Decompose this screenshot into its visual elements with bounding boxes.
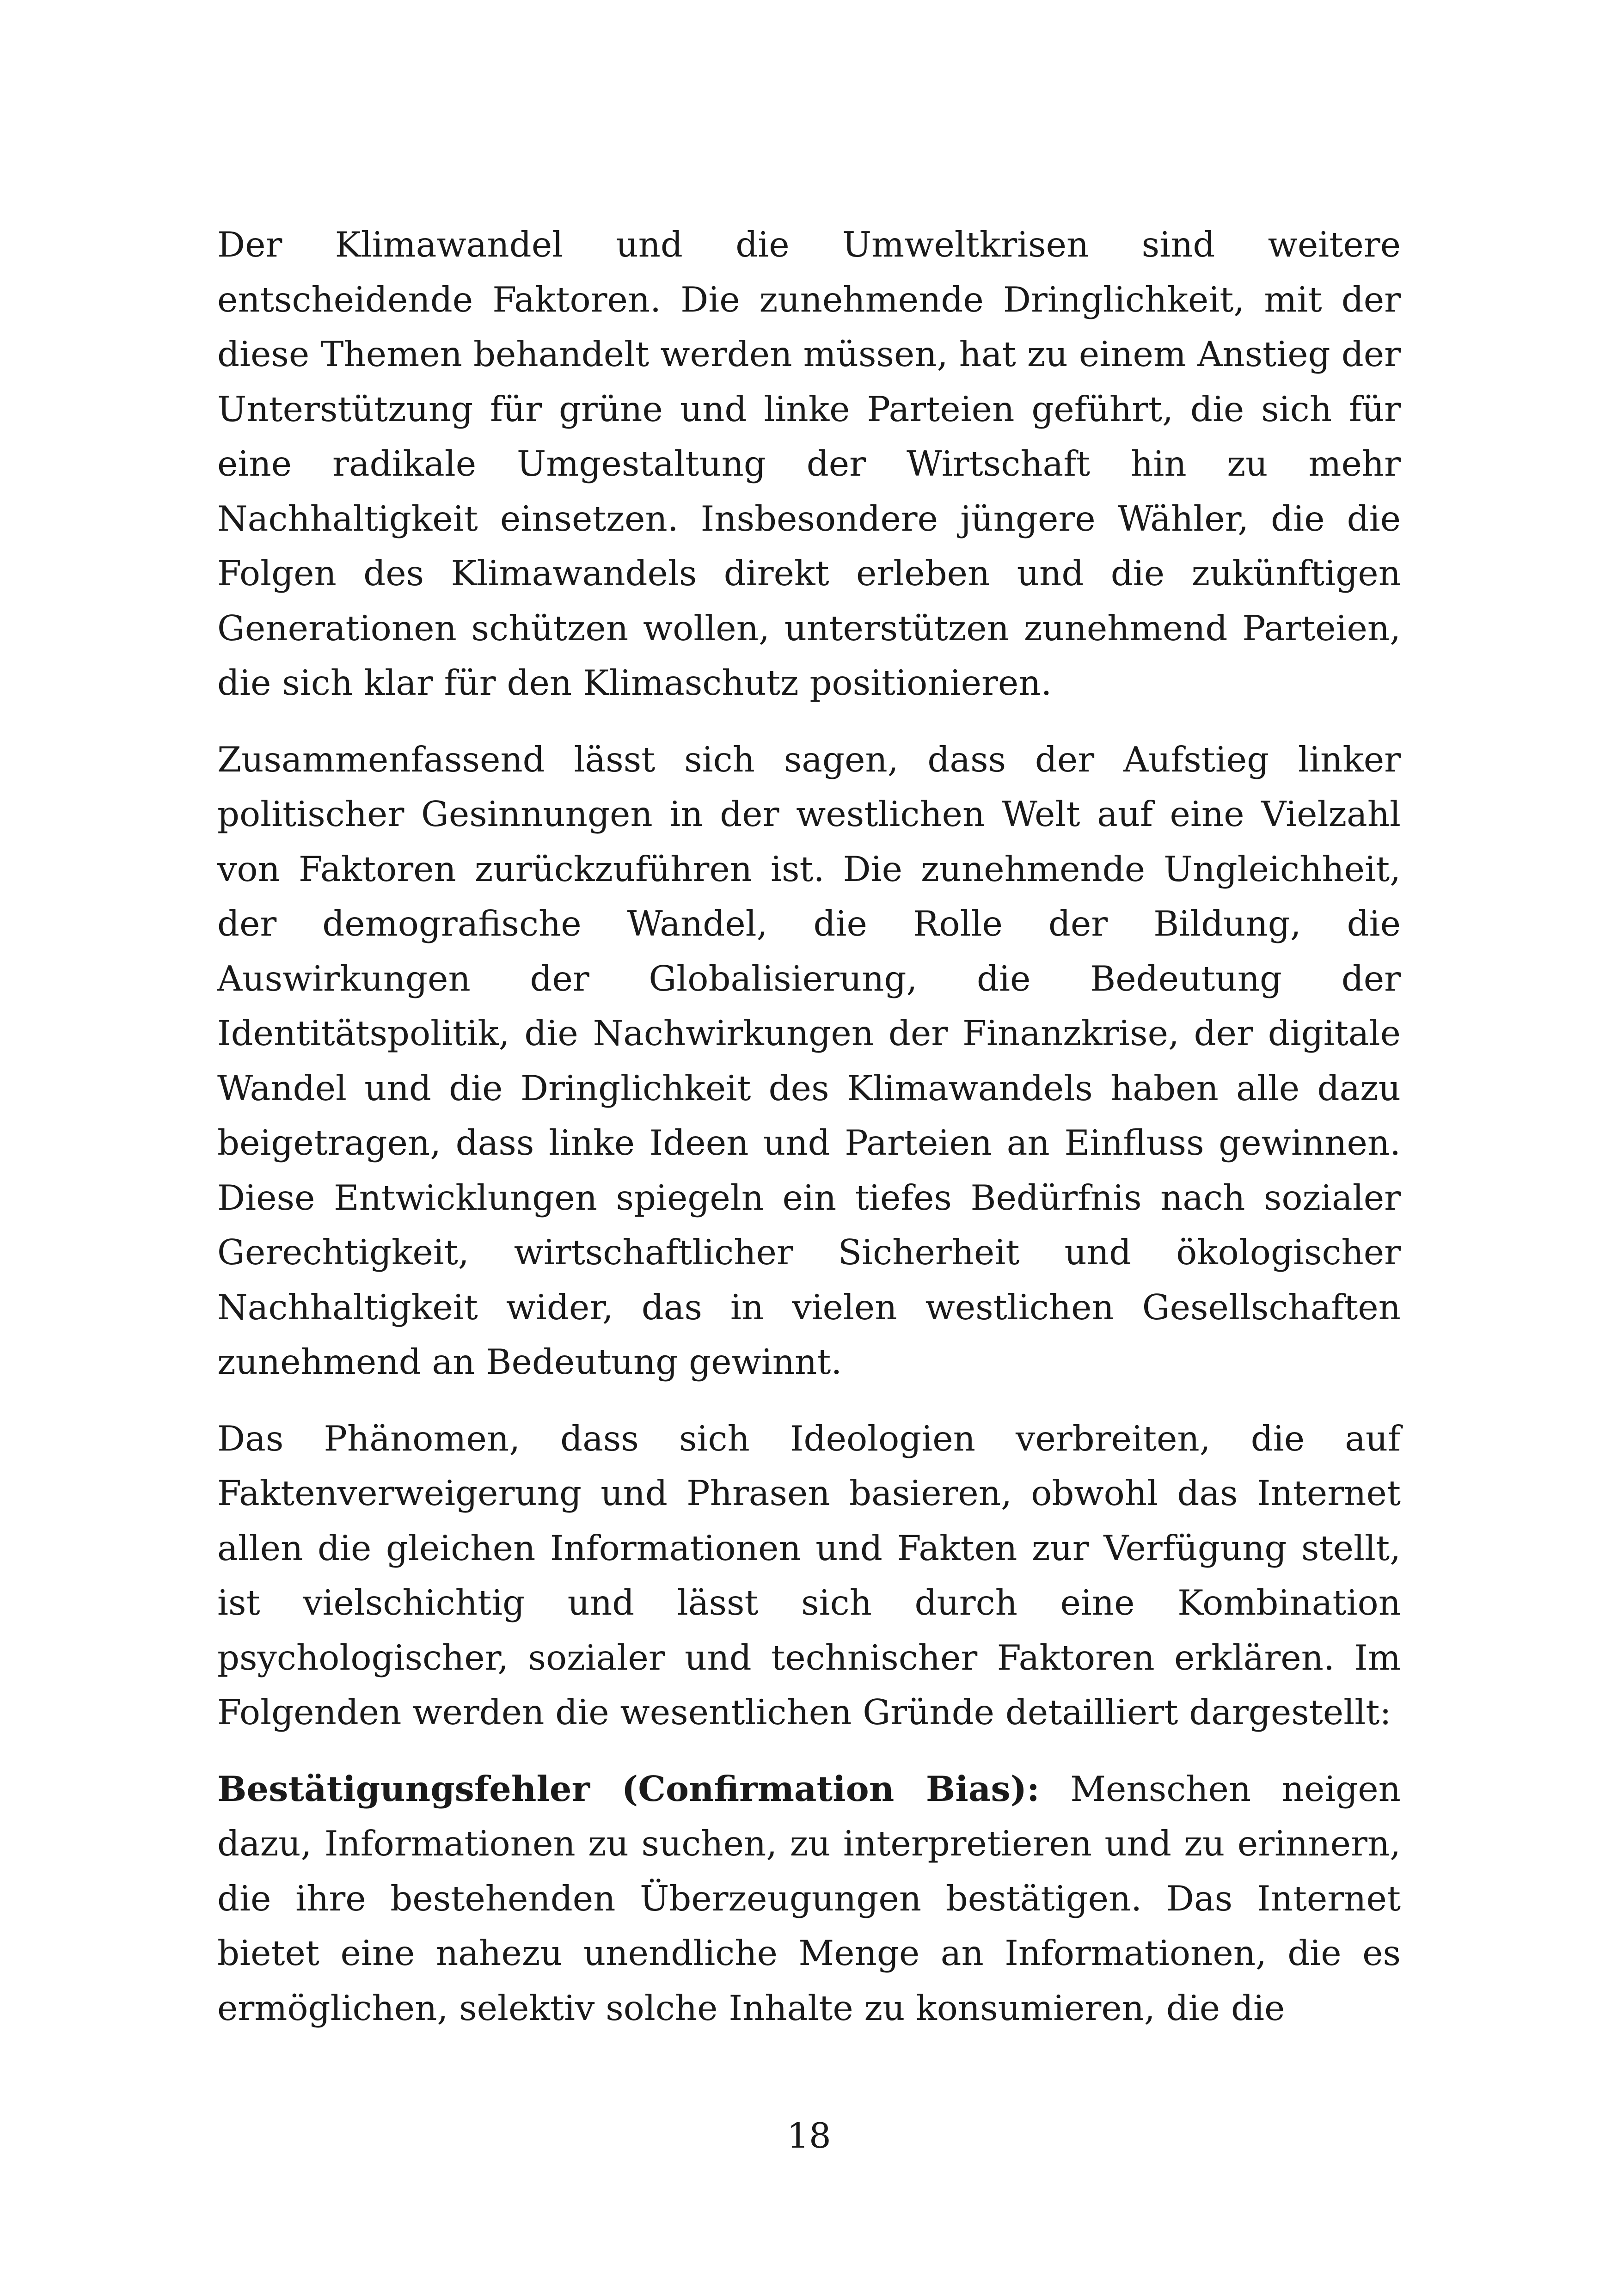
paragraph-phenomenon: Das Phänomen, dass sich Ideologien verbreiten, die auf Faktenverweigerung und Phrasen basieren, obwohl das Internet allen die gleichen Informationen und Fakten zur Verfügung stellt, ist vielschichtig und lässt sich durch eine Kombination psychologischer, sozialer und technischer Faktoren erklären. Im Folgenden werden die wesentlichen Gründe detailliert dargestellt: — [217, 1418, 1401, 1733]
term-confirmation-bias: Bestätigungsfehler (Confirmation Bias): — [217, 1768, 1040, 1809]
page-number: 18 — [787, 2115, 831, 2156]
paragraph-confirmation-bias — [217, 1762, 1401, 2036]
paragraph-climate: Der Klimawandel und die Umweltkrisen sind weitere entscheidende Faktoren. Die zunehmende Dringlichkeit, mit der diese Themen behandelt werden müssen, hat zu einem Anstieg der Unterstützung für grüne und linke Parteien geführt, die sich für eine radikale Umgestaltung der Wirtschaft hin zu mehr Nachhaltigkeit einsetzen. Insbesondere jüngere Wähler, die die Folgen des Klimawandels direkt erleben und die zukünftigen Generationen schützen wollen, unterstützen zunehmend Parteien, die sich klar für den Klimaschutz positionieren. — [217, 224, 1401, 703]
paragraph-summary: Zusammenfassend lässt sich sagen, dass der Aufstieg linker politischer Gesinnungen in der westlichen Welt auf eine Vielzahl von Faktoren zurückzuführen ist. Die zunehmende Ungleichheit, der demografische Wandel, die Rolle der Bildung, die Auswirkungen der Globalisierung, die Bedeutung der Identitätspolitik, die Nachwirkungen der Finanzkrise, der digitale Wandel und die Dringlichkeit des Klimawandels haben alle dazu beigetragen, dass linke Ideen und Parteien an Einfluss gewinnen. Diese Entwicklungen spiegeln ein tiefes Bedürfnis nach sozialer Gerechtigkeit, wirtschaftlicher Sicherheit und ökologischer Nachhaltigkeit wider, das in vielen westlichen Gesellschaften zunehmend an Bedeutung gewinnt. — [217, 739, 1401, 1382]
body-text — [217, 217, 1401, 2057]
confirmation-bias-text: Menschen neigen dazu, Informationen zu suchen, zu interpretieren und zu erinnern, die ihre bestehenden Überzeugungen bestätigen. Das Internet bietet eine nahezu unendliche Menge an Informationen, die es ermöglichen, selektiv solche Inhalte zu konsumieren, die die — [217, 1768, 1401, 2028]
